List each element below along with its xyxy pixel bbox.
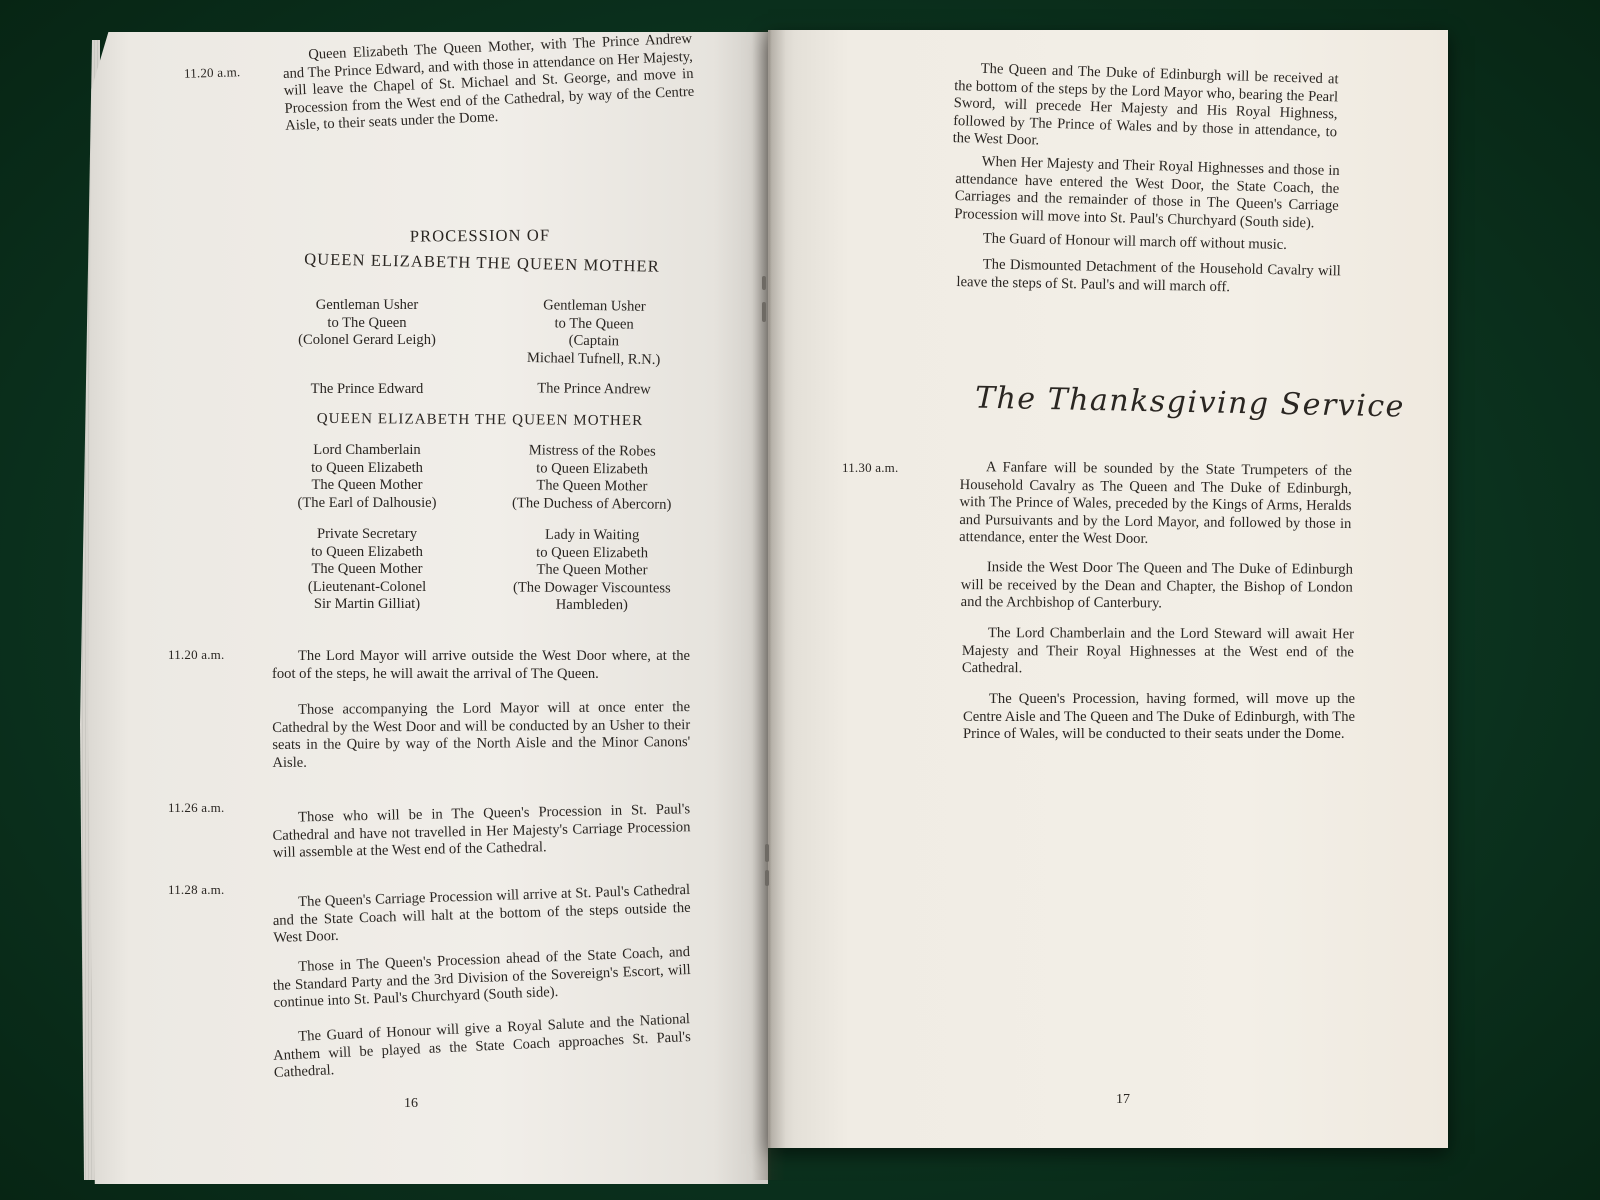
line: Michael Tufnell, R.N.) — [526, 349, 661, 368]
line: to Queen Elizabeth — [536, 460, 649, 478]
procession-title-line1: PROCESSION OF — [409, 225, 551, 246]
line: (Colonel Gerard Leigh) — [298, 332, 436, 349]
time-1128: 11.28 a.m. — [168, 882, 225, 897]
entry-1126-assembly: Those who will be in The Queen's Procession in St. Paul's Cathedral and have not travelled in Her Majesty's Carriage Procession will assemble at the West end of the Cathedral. — [272, 801, 691, 862]
gentleman-usher-right — [503, 297, 684, 370]
prince-edward: The Prince Edward — [310, 381, 424, 397]
para-lord-mayor-accompanying: Those accompanying the Lord Mayor will at once enter the Cathedral by the West Door and will be conducted by an Usher to their seats in the Quire by way of the North Aisle and the Minor Canons' Aisle. — [272, 699, 691, 771]
line: to Queen Elizabeth — [536, 544, 649, 561]
lord-chamberlain — [282, 442, 452, 512]
prince-andrew: The Prince Andrew — [537, 380, 651, 398]
staple-top — [762, 276, 766, 290]
line: Lady in Waiting — [545, 526, 640, 544]
line: Gentleman Usher — [315, 297, 419, 313]
time-1130: 11.30 a.m. — [842, 460, 899, 475]
para-lord-chamberlain-await: The Lord Chamberlain and the Lord Steward will await Her Majesty and Their Royal Highnesses at the West end of the Cathedral. — [961, 625, 1354, 677]
thanksgiving-service-title: The Thanksgiving Service — [974, 380, 1406, 425]
line: (The Duchess of Abercorn) — [512, 494, 672, 513]
entry-1130-fanfare: A Fanfare will be sounded by the State Trumpeters of the Household Cavalry as The Queen and The Duke of Edinburgh, with The Prince of Wales, preceded by the Kings of Arms, Heralds and Pursuivants and by the Lord Mayor, and followed by those in attendance, enter the West Door. — [959, 459, 1352, 548]
line: The Queen Mother — [311, 561, 423, 578]
private-secretary — [282, 526, 452, 614]
para-guard-march-off: The Guard of Honour will march off without music. — [982, 230, 1288, 253]
staple-top-2 — [762, 302, 766, 322]
line: to Queen Elizabeth — [311, 459, 423, 476]
line: to The Queen — [327, 314, 407, 331]
time-1126: 11.26 a.m. — [168, 800, 225, 815]
procession-title-line2: QUEEN ELIZABETH THE QUEEN MOTHER — [304, 249, 661, 276]
line: to Queen Elizabeth — [311, 543, 423, 560]
para-inside-west-door: Inside the West Door The Queen and The Duke of Edinburgh will be received by the Dean and Chapter, the Bishop of London and the Archbishop of Canterbury. — [960, 559, 1353, 612]
line: Mistress of the Robes — [528, 442, 656, 460]
entry-1120-queen-mother: Queen Elizabeth The Queen Mother, with The Prince Andrew and The Prince Edward, and with those in attendance on Her Majesty, will leave the Chapel of St. Michael and St. George, and move in Procession from the West end of the Cathedral, by way of the Centre Aisle, to their seats under the Dome. — [282, 30, 695, 135]
para-guard-salute: The Guard of Honour will give a Royal Salute and the National Anthem will be played as the State Coach approaches St. Paul's Cathedral. — [272, 1011, 692, 1082]
time-1120-a: 11.20 a.m. — [183, 64, 241, 81]
line: Gentleman Usher — [543, 297, 646, 315]
page-number-left: 16 — [404, 1096, 418, 1111]
para-queens-procession: The Queen's Procession, having formed, will move up the Centre Aisle and The Queen and The Duke of Edinburgh, with The Prince of Wales, will be conducted to their seats under the Dome. — [963, 691, 1355, 743]
entry-1120-lord-mayor: The Lord Mayor will arrive outside the West Door where, at the foot of the steps, he will await the arrival of The Queen. — [272, 648, 690, 682]
line: The Queen Mother — [311, 477, 423, 494]
time-1120-b: 11.20 a.m. — [168, 647, 225, 662]
lady-in-waiting — [492, 526, 692, 615]
line: The Queen Mother — [536, 477, 648, 495]
gentleman-usher-left — [282, 297, 452, 350]
line: (The Earl of Dalhousie) — [297, 494, 437, 511]
staple-bottom — [765, 844, 769, 862]
mistress-of-robes — [492, 442, 693, 514]
line: (Captain — [568, 332, 620, 350]
book-spine — [752, 30, 786, 1180]
line: to The Queen — [554, 314, 634, 333]
line: Lord Chamberlain — [313, 442, 421, 458]
line: Private Secretary — [316, 526, 418, 542]
line: The Queen Mother — [536, 561, 648, 579]
para-state-coach: Those in The Queen's Procession ahead of the State Coach, and the Standard Party and the 3rd Division of the Sovereign's Escort, will continue into St. Paul's Churchyard (South side). — [272, 943, 691, 1012]
para-received-lord-mayor: The Queen and The Duke of Edinburgh will be received at the bottom of the steps by the Lord Mayor who, bearing the Pearl Sword, will precede Her Majesty and His Royal Highness, followed by The Prince of Wales and by those in attendance, to the West Door. — [952, 60, 1339, 149]
staple-bottom-2 — [765, 870, 769, 886]
entry-1128-carriage: The Queen's Carriage Procession will arrive at St. Paul's Cathedral and the State Coach will halt at the bottom of the steps outside the West Door. — [272, 881, 691, 947]
page-number-right: 17 — [1116, 1092, 1130, 1107]
para-dismounted-detachment: The Dismounted Detachment of the Household Cavalry will leave the steps of St. Paul's and will march off. — [956, 256, 1341, 295]
line: Hambleden) — [555, 597, 628, 614]
line: (The Dowager Viscountess — [512, 579, 671, 597]
line: (Lieutenant-Colonel — [307, 578, 427, 595]
line: Sir Martin Gilliat) — [313, 596, 421, 613]
para-entered-west-door: When Her Majesty and Their Royal Highnesses and those in attendance have entered the West Door, the State Coach, the Carriages and the remainder of those in The Queen's Carriage Procession will move into St. Paul's Churchyard (South side). — [954, 153, 1340, 232]
queen-mother-center: QUEEN ELIZABETH THE QUEEN MOTHER — [316, 410, 644, 430]
